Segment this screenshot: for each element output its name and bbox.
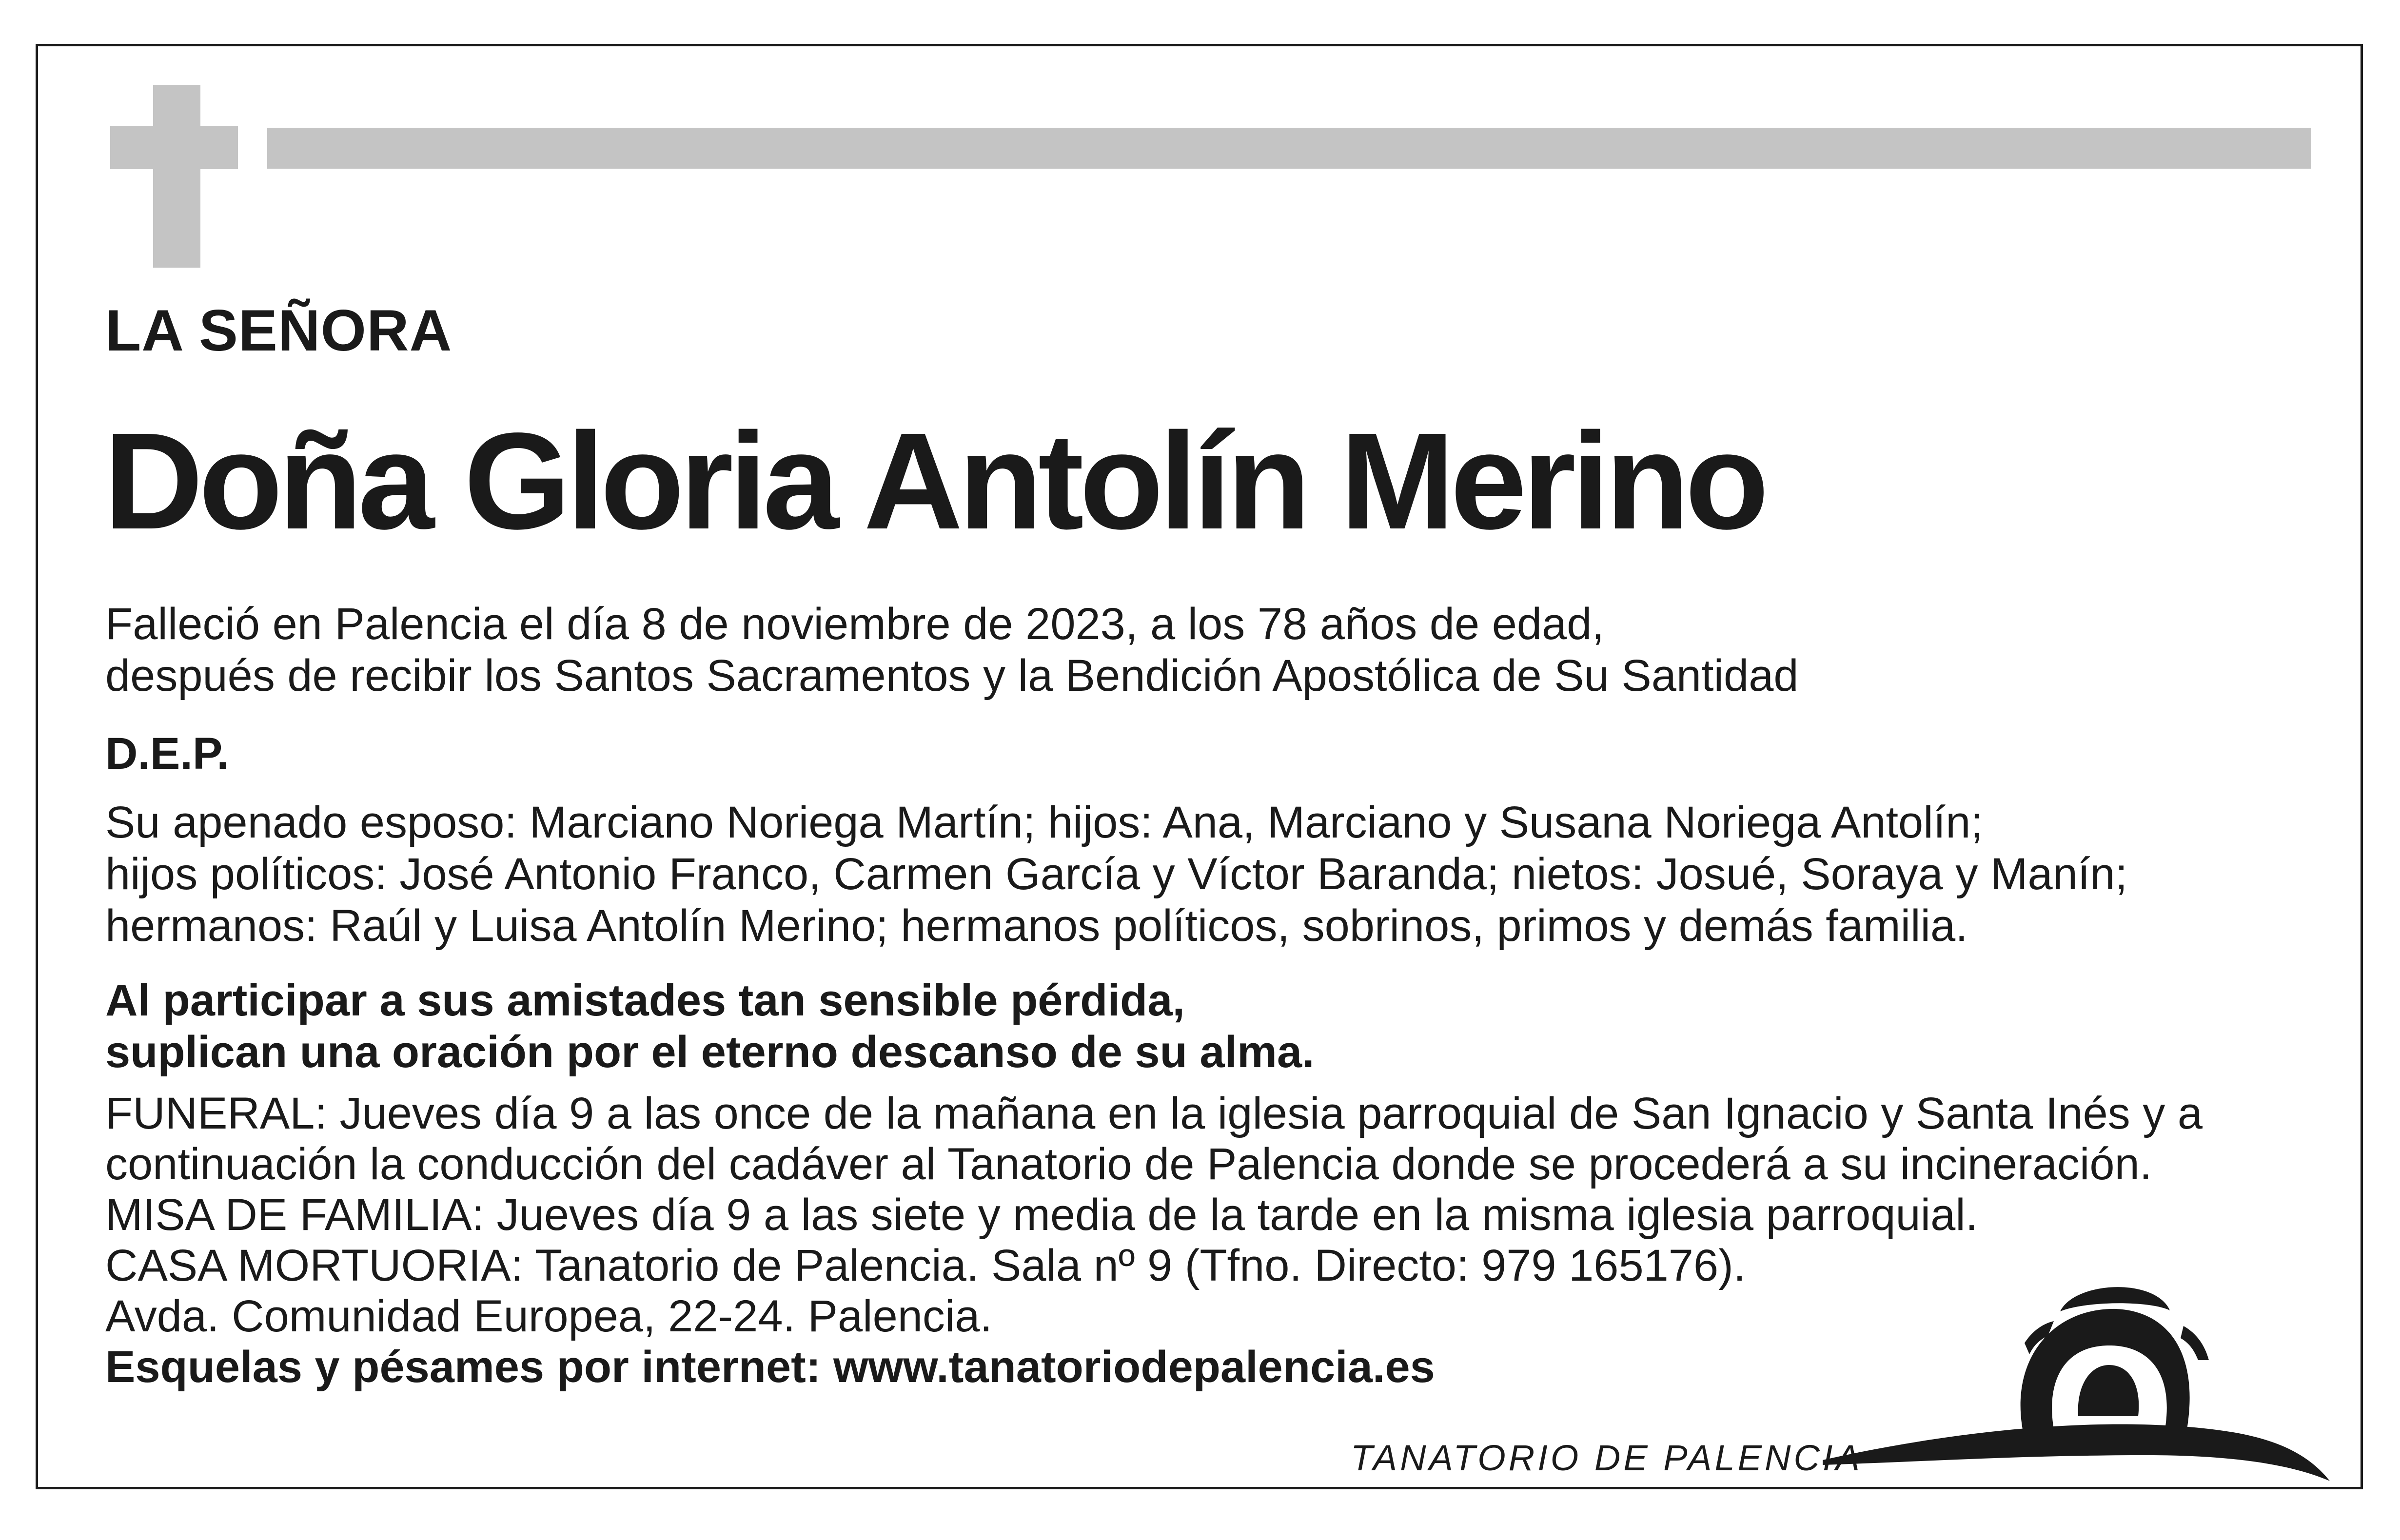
prayer-line: Al participar a sus amistades tan sensible pérdida,	[105, 975, 1185, 1025]
rip-label: D.E.P.	[105, 729, 229, 779]
service-line: CASA MORTUORIA: Tanatorio de Palencia. Sala nº 9 (Tfno. Directo: 979 165176).	[105, 1241, 1746, 1290]
service-line: MISA DE FAMILIA: Jueves día 9 a las siete y media de la tarde en la misma iglesia parroquial.	[105, 1190, 1978, 1240]
internet-line: Esquelas y pésames por internet: www.tanatoriodepalencia.es	[105, 1342, 1435, 1392]
honorific: LA SEÑORA	[105, 298, 452, 363]
logo-wordmark: TANATORIO DE PALENCIA	[1351, 1438, 1863, 1478]
death-line: después de recibir los Santos Sacramentos y la Bendición Apostólica de Su Santidad	[105, 651, 1799, 701]
service-line: continuación la conducción del cadáver al Tanatorio de Palencia donde se procederá a su incineración.	[105, 1139, 2152, 1189]
family-line: hijos políticos: José Antonio Franco, Carmen García y Víctor Baranda; nietos: Josué, Soraya y Manín;	[105, 849, 2128, 899]
service-line: Avda. Comunidad Europea, 22-24. Palencia.	[105, 1291, 993, 1341]
prayer-line: suplican una oración por el eterno descanso de su alma.	[105, 1027, 1315, 1077]
family-line: hermanos: Raúl y Luisa Antolín Merino; hermanos políticos, sobrinos, primos y demás familia.	[105, 901, 1968, 951]
death-line: Falleció en Palencia el día 8 de noviembre de 2023, a los 78 años de edad,	[105, 599, 1604, 649]
family-line: Su apenado esposo: Marciano Noriega Martín; hijos: Ana, Marciano y Susana Noriega Antolín;	[105, 798, 1983, 847]
deceased-name: Doña Gloria Antolín Merino	[104, 404, 1765, 558]
service-line: FUNERAL: Jueves día 9 a las once de la mañana en la iglesia parroquial de San Ignacio y Santa Inés y a	[105, 1089, 2203, 1138]
